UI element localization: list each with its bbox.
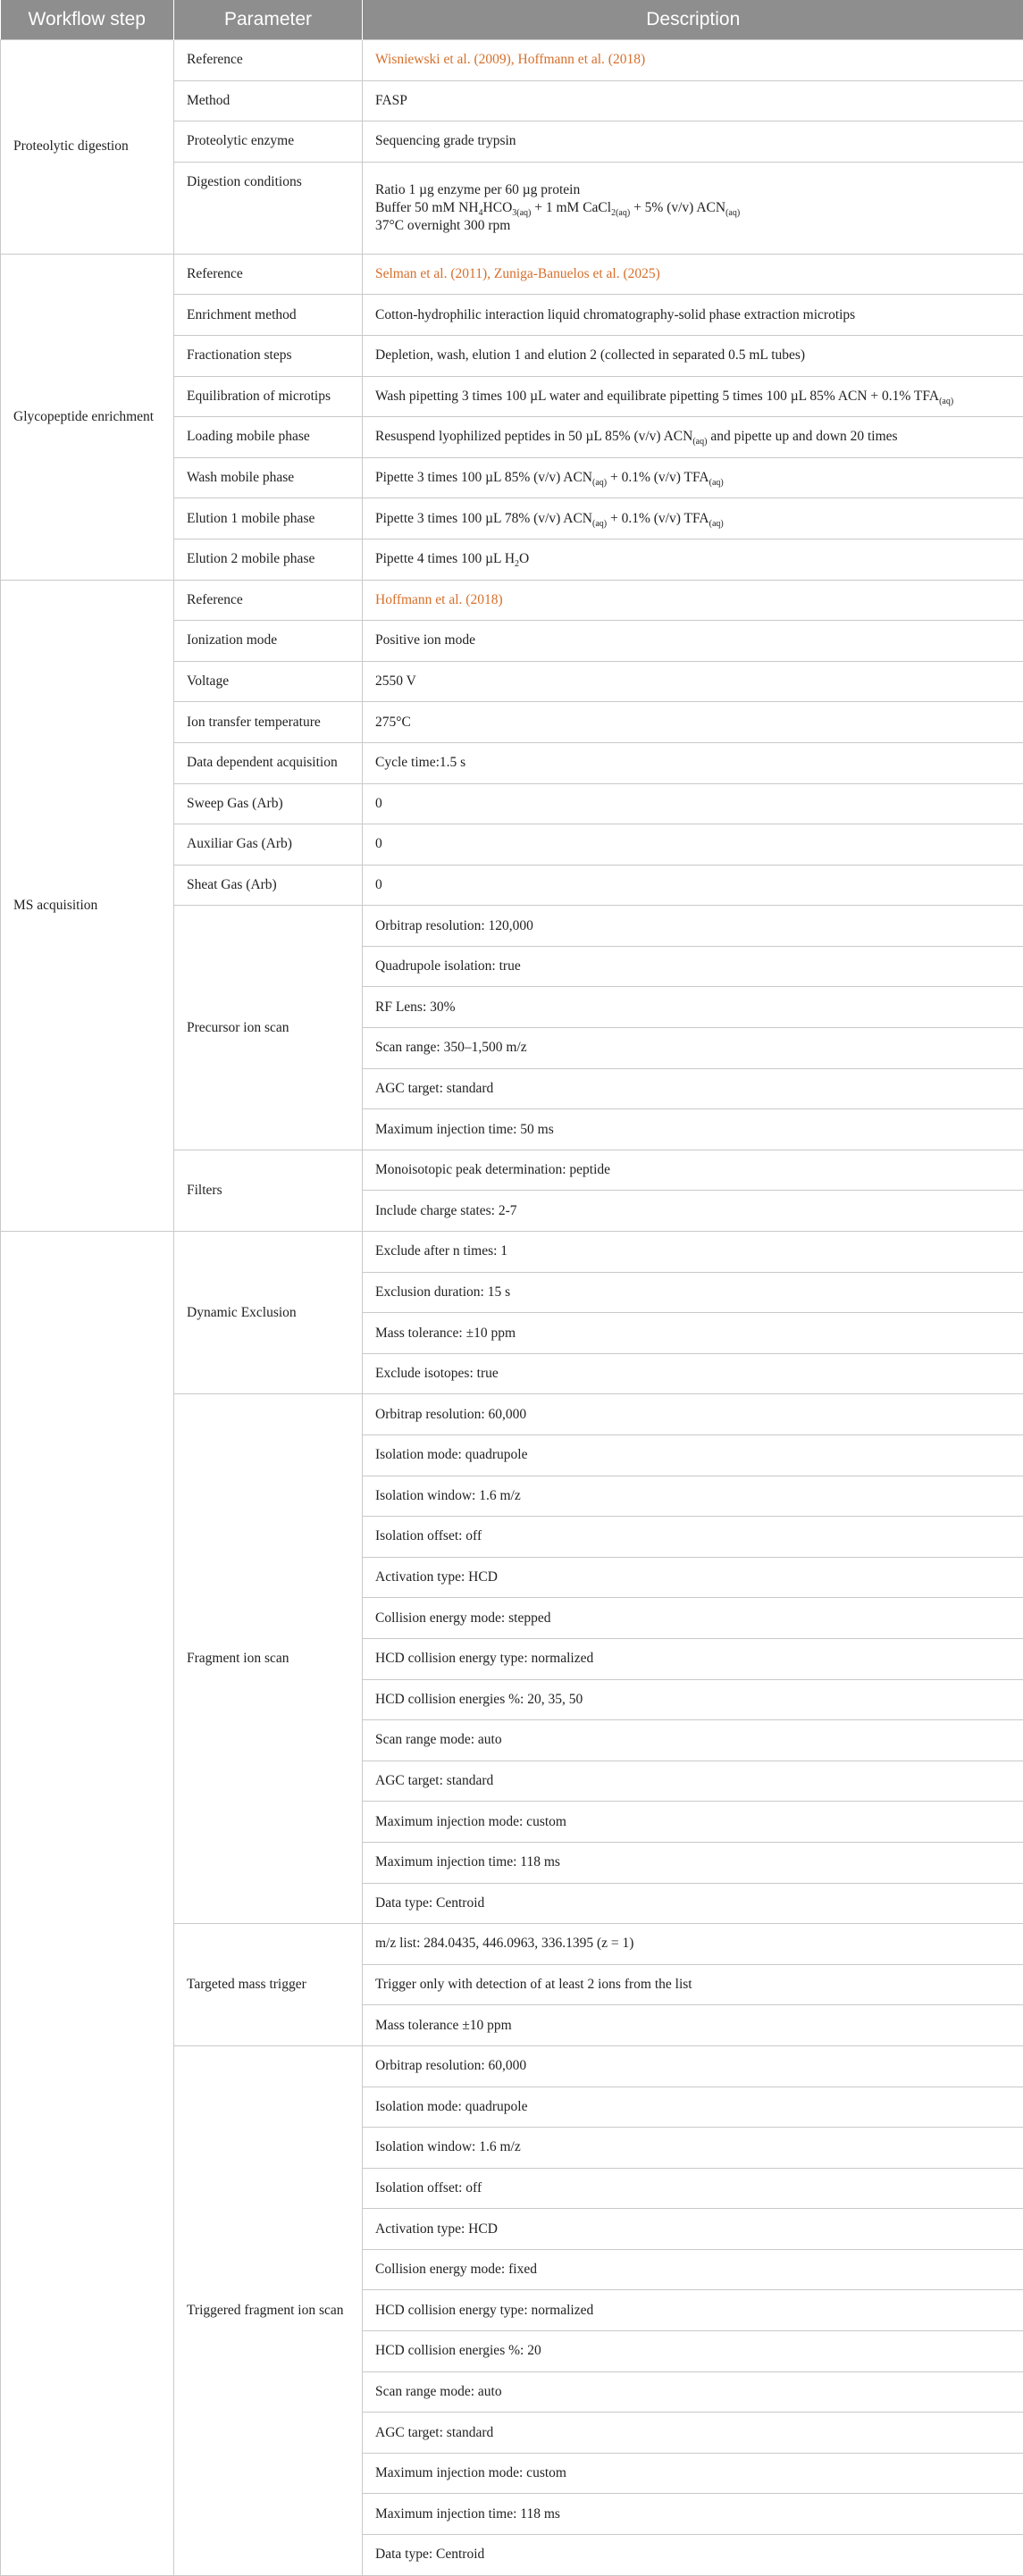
description-cell: Data type: Centroid [363,2535,1023,2576]
reference-link[interactable]: Wisniewski et al. (2009), Hoffmann et al. (2018) [363,40,1023,81]
description-cell: Collision energy mode: fixed [363,2249,1023,2290]
description-cell: Collision energy mode: stepped [363,1598,1023,1639]
description-cell: Isolation offset: off [363,1517,1023,1558]
text-fragment: + 5% (v/v) ACN [630,200,725,215]
description-cell: m/z list: 284.0435, 446.0963, 336.1395 (z = 1) [363,1924,1023,1965]
parameter-cell: Sheat Gas (Arb) [174,865,363,906]
description-cell: Positive ion mode [363,621,1023,662]
description-cell: Trigger only with detection of at least 2 ions from the list [363,1964,1023,2005]
text-fragment: HCO [483,200,513,215]
text-fragment: Resuspend lyophilized peptides in 50 µL 85% (v/v) ACN [375,429,692,444]
text-fragment: + 0.1% (v/v) TFA [607,470,709,485]
text-fragment: Wash pipetting 3 times 100 µL water and equilibrate pipetting 5 times 100 µL 85% ACN + 0.1% TFA [375,389,939,404]
text-fragment: Pipette 4 times 100 µL H [375,551,515,566]
description-cell [363,162,1023,254]
description-cell: RF Lens: 30% [363,987,1023,1028]
header-parameter: Parameter [174,0,363,40]
parameter-cell: Dynamic Exclusion [174,1232,363,1394]
table-row [1,40,1023,81]
description-cell: Mass tolerance: ±10 ppm [363,1313,1023,1354]
description-cell: Maximum injection mode: custom [363,1802,1023,1843]
parameter-cell: Wash mobile phase [174,457,363,498]
description-line: 37°C overnight 300 rpm [375,217,1010,235]
description-cell [363,376,1023,417]
description-cell: Exclude after n times: 1 [363,1232,1023,1273]
description-cell: 275°C [363,702,1023,743]
description-cell [363,498,1023,539]
description-cell: AGC target: standard [363,2413,1023,2454]
description-cell: Isolation offset: off [363,2168,1023,2209]
parameter-cell: Proteolytic enzyme [174,121,363,163]
parameter-cell: Voltage [174,661,363,702]
description-cell: Scan range mode: auto [363,1720,1023,1761]
description-cell: FASP [363,80,1023,121]
description-cell: AGC target: standard [363,1761,1023,1802]
description-cell [363,457,1023,498]
subscript: (aq) [939,397,953,406]
parameter-cell: Reference [174,580,363,621]
description-cell: Isolation window: 1.6 m/z [363,2128,1023,2169]
description-line: Ratio 1 µg enzyme per 60 µg protein [375,181,1010,199]
subscript: 4 [479,208,483,218]
reference-link[interactable]: Hoffmann et al. (2018) [363,580,1023,621]
text-fragment: and pipette up and down 20 times [707,429,897,444]
description-cell: 0 [363,865,1023,906]
description-cell: Cotton-hydrophilic interaction liquid chromatography-solid phase extraction microtips [363,295,1023,336]
description-cell: HCD collision energies %: 20, 35, 50 [363,1679,1023,1720]
description-cell: Mass tolerance ±10 ppm [363,2005,1023,2046]
description-cell: 0 [363,783,1023,824]
description-cell: Scan range: 350–1,500 m/z [363,1028,1023,1069]
description-cell: Quadrupole isolation: true [363,946,1023,987]
subscript: (aq) [709,519,724,529]
description-cell: Exclude isotopes: true [363,1353,1023,1394]
description-cell: Exclusion duration: 15 s [363,1272,1023,1313]
description-line [375,199,1010,217]
description-cell: Orbitrap resolution: 60,000 [363,2045,1023,2087]
description-cell: HCD collision energies %: 20 [363,2331,1023,2372]
text-fragment: Pipette 3 times 100 µL 85% (v/v) ACN [375,470,592,485]
parameter-cell: Auxiliar Gas (Arb) [174,824,363,866]
text-fragment: Pipette 3 times 100 µL 78% (v/v) ACN [375,511,592,526]
description-cell: Activation type: HCD [363,2209,1023,2250]
description-cell: AGC target: standard [363,1068,1023,1109]
description-cell: Isolation mode: quadrupole [363,2087,1023,2128]
description-cell: Sequencing grade trypsin [363,121,1023,163]
text-fragment: Buffer 50 mM NH [375,200,479,215]
description-cell: Include charge states: 2-7 [363,1191,1023,1232]
header-workflow-step: Workflow step [1,0,174,40]
description-cell: Maximum injection time: 50 ms [363,1109,1023,1150]
description-cell: Activation type: HCD [363,1557,1023,1598]
parameter-cell: Digestion conditions [174,162,363,254]
subscript: (aq) [709,478,724,488]
subscript: 2 [515,559,519,569]
text-fragment: + 0.1% (v/v) TFA [607,511,709,526]
subscript: (aq) [592,519,607,529]
description-cell: Data type: Centroid [363,1883,1023,1924]
description-cell: Maximum injection time: 118 ms [363,2494,1023,2535]
workflow-step-proteolytic-digestion: Proteolytic digestion [1,40,174,255]
subscript: (aq) [725,208,740,218]
parameter-cell: Targeted mass trigger [174,1924,363,2046]
description-cell: Cycle time:1.5 s [363,742,1023,783]
parameter-cell: Reference [174,40,363,81]
description-cell: HCD collision energy type: normalized [363,1638,1023,1679]
parameter-cell: Ion transfer temperature [174,702,363,743]
description-cell: HCD collision energy type: normalized [363,2290,1023,2331]
parameter-cell: Data dependent acquisition [174,742,363,783]
subscript: 3(aq) [512,208,531,218]
description-cell: Isolation mode: quadrupole [363,1435,1023,1476]
description-cell: Orbitrap resolution: 120,000 [363,906,1023,947]
header-description: Description [363,0,1023,40]
parameter-cell: Loading mobile phase [174,417,363,458]
parameter-cell: Fractionation steps [174,335,363,376]
description-cell: Maximum injection time: 118 ms [363,1842,1023,1883]
text-fragment: + 1 mM CaCl [531,200,611,215]
description-cell: Isolation window: 1.6 m/z [363,1476,1023,1517]
description-cell: Maximum injection mode: custom [363,2453,1023,2494]
description-cell: Depletion, wash, elution 1 and elution 2 (collected in separated 0.5 mL tubes) [363,335,1023,376]
description-cell [363,417,1023,458]
subscript: 2(aq) [611,208,630,218]
description-cell: Orbitrap resolution: 60,000 [363,1394,1023,1435]
parameter-cell: Triggered fragment ion scan [174,2045,363,2575]
table-row [1,254,1023,295]
workflow-step-ms-acquisition: MS acquisition [1,580,174,1232]
workflow-step-glycopeptide-enrichment: Glycopeptide enrichment [1,254,174,580]
parameter-cell: Sweep Gas (Arb) [174,783,363,824]
description-cell: Monoisotopic peak determination: peptide [363,1150,1023,1191]
subscript: (aq) [592,478,607,488]
parameter-cell: Method [174,80,363,121]
parameter-cell: Precursor ion scan [174,906,363,1150]
text-fragment: O [519,551,529,566]
description-cell: 2550 V [363,661,1023,702]
description-cell [363,539,1023,580]
description-cell: Scan range mode: auto [363,2371,1023,2413]
parameter-cell: Equilibration of microtips [174,376,363,417]
parameter-cell: Enrichment method [174,295,363,336]
description-cell: 0 [363,824,1023,866]
header-row [1,0,1023,40]
parameter-cell: Ionization mode [174,621,363,662]
table-row [1,1232,1023,1273]
parameter-cell: Elution 2 mobile phase [174,539,363,580]
reference-link[interactable]: Selman et al. (2011), Zuniga-Banuelos et al. (2025) [363,254,1023,295]
parameter-cell: Filters [174,1150,363,1231]
parameter-cell: Reference [174,254,363,295]
workflow-step-empty [1,1232,174,2576]
parameter-cell: Fragment ion scan [174,1394,363,1924]
subscript: (aq) [692,438,707,447]
parameter-cell: Elution 1 mobile phase [174,498,363,539]
table-row [1,580,1023,621]
